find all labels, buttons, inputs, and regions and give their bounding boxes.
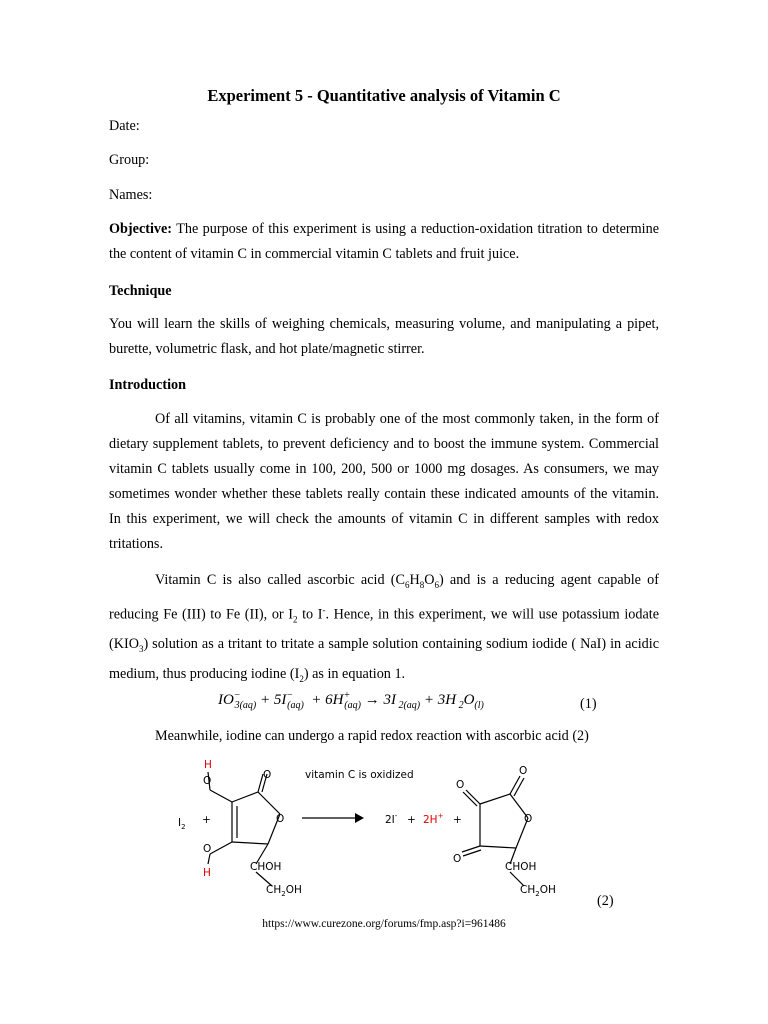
reaction-2-scheme xyxy=(150,752,630,902)
svg-text:O: O xyxy=(263,769,272,781)
arrow-label: vitamin C is oxidized xyxy=(305,769,414,781)
svg-text:+: + xyxy=(453,814,462,826)
svg-text:O: O xyxy=(203,775,212,787)
svg-text:O: O xyxy=(519,765,528,777)
source-url: https://www.curezone.org/forums/fmp.asp?i=961486 xyxy=(262,918,506,930)
hydrogen-bottom: H xyxy=(203,867,211,879)
hydrogen-top: H xyxy=(204,759,212,771)
reactant-i2: $I_2$ xyxy=(178,817,186,831)
technique-paragraph: You will learn the skills of weighing chemicals, measuring volume, and manipulating a pipet, burette, volumetric flask, and hot plate/magnetic stirrer. xyxy=(109,316,659,357)
svg-text:CHOH: CHOH xyxy=(505,861,537,873)
product-iodide: 2I- xyxy=(385,812,398,826)
objective-text: The purpose of this experiment is using a reduction-oxidation titration to determine the content of vitamin C in commercial vitamin C tablets and fruit juice. xyxy=(109,221,659,262)
product-proton: 2H+ xyxy=(423,812,444,826)
svg-text:CHOH: CHOH xyxy=(250,861,282,873)
intro-paragraph-1: Of all vitamins, vitamin C is probably one of the most commonly taken, in the form of dietary supplement tablets, to prevent deficiency and to boost the immune system. Commercial vitamin C tablets usually come in 100, 200, 500 or 1000 mg dosages. As consumers, we may sometimes wonder whether these tablets really contain these indicated amounts of the vitamin. In this experiment, we will check the amounts of vitamin C in different samples with redox tritations. xyxy=(109,411,659,552)
technique-heading: Technique xyxy=(109,283,172,299)
svg-text:O: O xyxy=(453,853,462,865)
svg-text:+: + xyxy=(407,814,416,826)
page-title: Experiment 5 - Quantitative analysis of Vitamin C xyxy=(207,86,561,105)
svg-text:O: O xyxy=(276,813,285,825)
svg-text:O: O xyxy=(456,779,465,791)
date-field: Date: xyxy=(109,118,140,134)
svg-text:CH2OH: $CH_2OH$ xyxy=(520,884,556,898)
equation-1-number: (1) xyxy=(580,696,597,712)
introduction-heading: Introduction xyxy=(109,377,186,393)
objective-label: Objective: xyxy=(109,221,173,237)
svg-text:O: O xyxy=(524,813,533,825)
equation-1: $IO^-_{3(aq)} + 5I^-_{(aq)} + 6H^+_{(aq)} \to 3I$ $_{2(aq)}$ + 3H $_2O_{(l)}$ xyxy=(218,690,484,711)
names-field: Names: xyxy=(109,187,153,203)
intro-meanwhile: Meanwhile, iodine can undergo a rapid redox reaction with ascorbic acid (2) xyxy=(155,728,589,744)
group-field: Group: xyxy=(109,152,150,168)
objective-paragraph xyxy=(109,217,659,267)
svg-text:O: O xyxy=(203,843,212,855)
reaction-2-number: (2) xyxy=(597,893,614,909)
svg-text:+: + xyxy=(202,814,211,826)
intro-paragraph-2: Vitamin C is also called ascorbic acid $(C_6H_8O_6)$ and is a reducing agent capable of reducing Fe (III) to Fe (II), or $I_2$ to I-. Hence, in this experiment, we will use potassium iodate $(KIO_3)$ solution as a tritant to tritate a sample solution containing sodium iodide ( NaI) in acidic medium, thus producing iodine $(I_2)$ as in equation 1. xyxy=(109,572,659,685)
svg-text:CH2OH: $CH_2OH$ xyxy=(266,884,302,898)
